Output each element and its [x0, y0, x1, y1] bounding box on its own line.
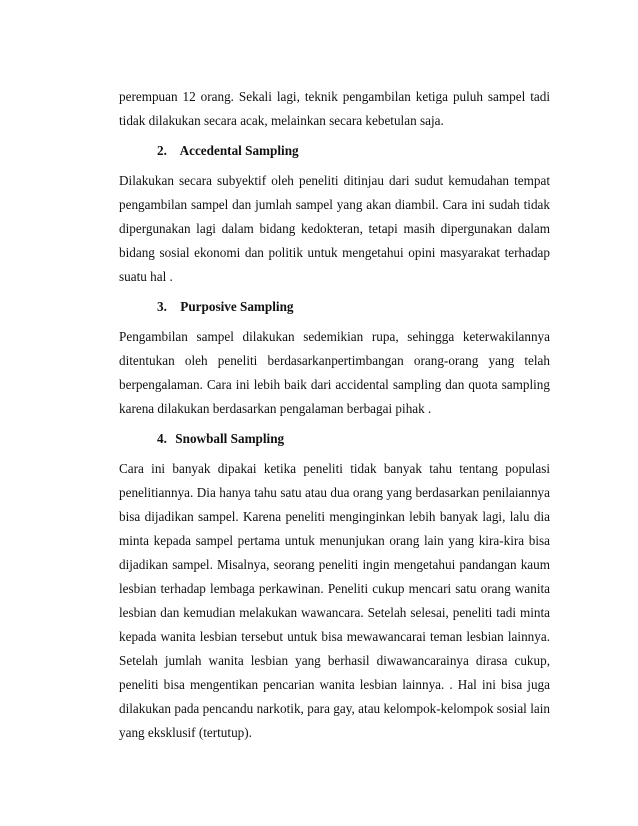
heading-accidental-sampling — [119, 139, 550, 163]
paragraph-snowball-sampling: Cara ini banyak dipakai ketika peneliti tidak banyak tahu tentang populasi penelitiannya. Dia hanya tahu satu atau dua orang yang berdasarkan penilaiannya bisa dijadikan sampel. Karena peneliti menginginkan lebih banyak lagi, lalu dia minta kepada sampel pertama untuk menunjukan orang lain yang kira-kira bisa dijadikan sampel. Misalnya, seorang peneliti ingin mengetahui pandangan kaum lesbian terhadap lembaga perkawinan. Peneliti cukup mencari satu orang wanita lesbian dan kemudian melakukan wawancara. Setelah selesai, peneliti tadi minta kepada wanita lesbian tersebut untuk bisa mewawancarai teman lesbian lainnya. Setelah jumlah wanita lesbian yang berhasil diwawancarainya dirasa cukup, peneliti bisa mengentikan pencarian wanita lesbian lainnya. . Hal ini bisa juga dilakukan pada pencandu narkotik, para gay, atau kelompok-kelompok sosial lain yang eksklusif (tertutup). — [119, 461, 550, 740]
heading-title: Snowball Sampling — [175, 431, 285, 446]
heading-number: 2. — [157, 143, 167, 158]
heading-number: 3. — [157, 299, 167, 314]
paragraph-accidental-sampling: Dilakukan secara subyektif oleh peneliti ditinjau dari sudut kemudahan tempat pengambilan sampel dan jumlah sampel yang akan diambil. Cara ini sudah tidak dipergunakan lagi dalam bidang kedokteran, tetapi masih dipergunakan dalam bidang sosial ekonomi dan politik untuk mengetahui opini masyarakat terhadap suatu hal . — [119, 173, 550, 284]
heading-title: Accedental Sampling — [179, 143, 299, 158]
document-page — [119, 85, 550, 751]
heading-title: Purposive Sampling — [180, 299, 294, 314]
heading-snowball-sampling — [119, 427, 550, 451]
heading-purposive-sampling — [119, 295, 550, 319]
paragraph-intro: perempuan 12 orang. Sekali lagi, teknik pengambilan ketiga puluh sampel tadi tidak dilakukan secara acak, melainkan secara kebetulan saja. — [119, 89, 550, 128]
paragraph-purposive-sampling: Pengambilan sampel dilakukan sedemikian rupa, sehingga keterwakilannya ditentukan oleh peneliti berdasarkanpertimbangan orang-orang yang telah berpengalaman. Cara ini lebih baik dari accidental sampling dan quota sampling karena dilakukan berdasarkan pengalaman berbagai pihak . — [119, 329, 550, 416]
heading-number: 4. — [157, 431, 167, 446]
